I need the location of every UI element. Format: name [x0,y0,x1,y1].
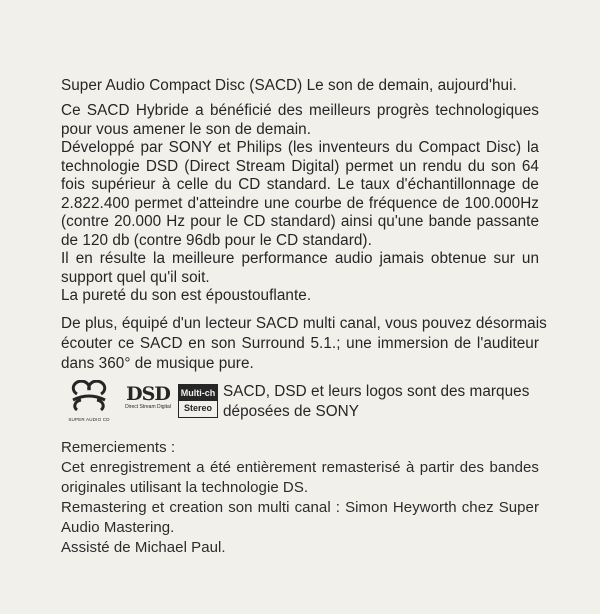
text-line: support quel qu'il soit. [61,268,210,286]
trademark-caption [223,382,529,422]
heading [61,76,539,96]
paragraph-sacd-description [61,102,539,306]
text-line: 2.822.400 permet d'atteindre une courbe de fréquence de 100.000Hz [61,194,539,212]
text-line: fois supérieur à celle du CD standard. Le taux d'échantillonnage de [61,176,539,193]
multich-stereo-logo-icon [178,384,218,418]
text-line: (contre 20.000 Hz pour le CD standard) ainsi qu'une bande passante [61,213,539,230]
text-line: pour vous amener le son de demain. [61,120,311,138]
dsd-logo-text: DSD [126,383,170,405]
dsd-logo-icon [123,384,173,420]
heading-text: Super Audio Compact Disc (SACD) Le son de demain, aujourd'hui. [61,77,517,94]
text-line: déposées de SONY [223,403,360,420]
credits-title: Remerciements : [61,439,176,456]
text-line: originales utilisant la technologie DS. [61,479,309,496]
text-line: SACD, DSD et leurs logos sont des marques [223,383,530,400]
sacd-logo-icon [61,380,117,420]
text-line: Audio Mastering. [61,519,175,536]
text-line: La pureté du son est époustouflante. [61,287,312,304]
logos-row [61,380,541,424]
text-line: Remastering et creation son multi canal : Simon Heyworth chez Super [61,499,539,516]
text-line: technologie DSD (Direct Stream Digital) permet un rendu du son 64 [61,157,539,175]
text-line: Cet enregistrement a été entièrement remasterisé à partir des bandes [61,459,539,476]
text-line: dans 360° de musique pure. [61,355,254,372]
sacd-logo-text: SUPER AUDIO CD [68,417,110,422]
credits [61,438,539,558]
text-line: Il en résulte la meilleure performance audio jamais obtenue sur un [61,250,539,267]
text-line: Assisté de Michael Paul. [61,539,226,556]
text-line: de 120 db (contre 96db pour le CD standard). [61,231,372,249]
dsd-logo-subtext: Direct Stream Digital [125,404,171,410]
paragraph-multichannel [61,314,547,374]
sacd-disc-icon [61,380,117,412]
text-line: De plus, équipé d'un lecteur SACD multi canal, vous pouvez désormais [61,315,547,332]
text-line: Développé par SONY et Philips (les inventeurs du Compact Disc) la [61,139,539,156]
stereo-label: Stereo [183,403,212,413]
text-line: Ce SACD Hybride a bénéficié des meilleurs progrès technologiques [61,102,539,119]
text-line: écouter ce SACD en son Surround 5.1.; une immersion de l'auditeur [61,335,539,352]
multich-label: Multi-ch [179,385,217,401]
